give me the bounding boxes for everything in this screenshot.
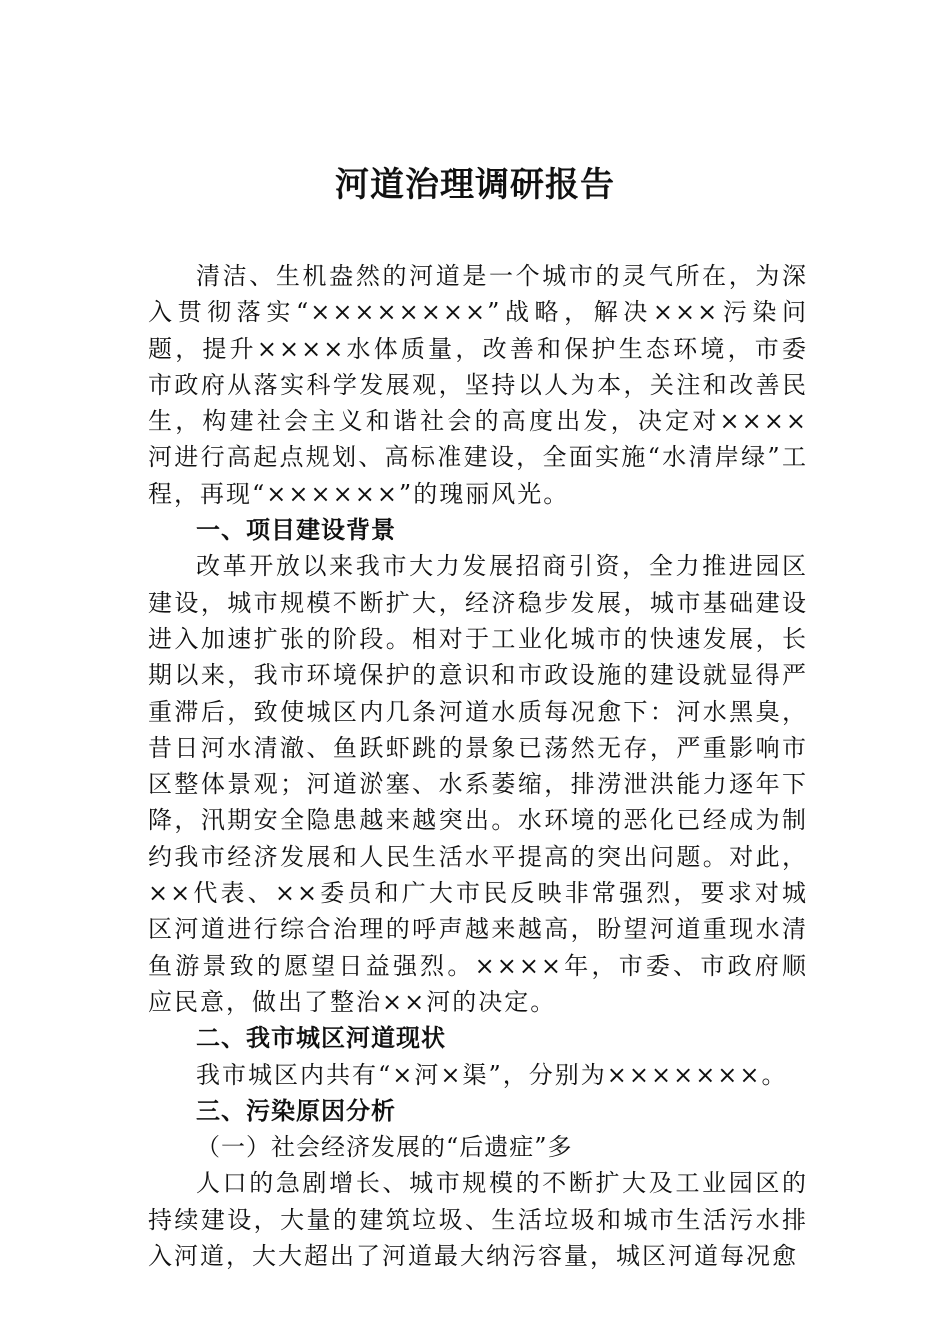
section-3-heading: 三、污染原因分析 xyxy=(196,1096,396,1125)
section-2-paragraph: 我市城区内共有“×河×渠”，分别为×××××××。 xyxy=(196,1060,788,1089)
section-1-paragraph: 改革开放以来我市大力发展招商引资，全力推进园区建设，城市规模不断扩大，经济稳步发展，城市基础建设进入加速扩张的阶段。相对于工业化城市的快速发展，长期以来，我市环境保护的意识和市政设施的建设就显得严重滞后，致使城区内几条河道水质每况愈下：河水黑臭，昔日河水清澈、鱼跃虾跳的景象已荡然无存，严重影响市区整体景观；河道淤塞、水系萎缩，排涝泄洪能力逐年下降，汛期安全隐患越来越突出。水环境的恶化已经成为制约我市经济发展和人民生活水平提高的突出问题。对此，××代表、××委员和广大市民反映非常强烈，要求对城区河道进行综合治理的呼声越来越高，盼望河道重现水清鱼游景致的愿望日益强烈。××××年，市委、市政府顺应民意，做出了整治××河的决定。 xyxy=(148,552,808,1016)
intro-paragraph: 清洁、生机盎然的河道是一个城市的灵气所在，为深入贯彻落实“××××××××”战略，解决×××污染问题，提升××××水体质量，改善和保护生态环境，市委市政府从落实科学发展观，坚持以人为本，关注和改善民生，构建社会主义和谐社会的高度出发，决定对××××河进行高起点规划、高标准建设，全面实施“水清岸绿”工程，再现“××××××”的瑰丽风光。 xyxy=(148,262,808,508)
document-body xyxy=(148,258,808,1274)
section-3-subheading: （一）社会经济发展的“后遗症”多 xyxy=(196,1133,573,1162)
section-2-heading: 二、我市城区河道现状 xyxy=(196,1024,446,1053)
document-title: 河道治理调研报告 xyxy=(335,165,615,205)
section-1-heading: 一、项目建设背景 xyxy=(196,516,396,545)
section-3-paragraph: 人口的急剧增长、城市规模的不断扩大及工业园区的持续建设，大量的建筑垃圾、生活垃圾和城市生活污水排入河道，大大超出了河道最大纳污容量，城区河道每况愈 xyxy=(148,1169,808,1271)
